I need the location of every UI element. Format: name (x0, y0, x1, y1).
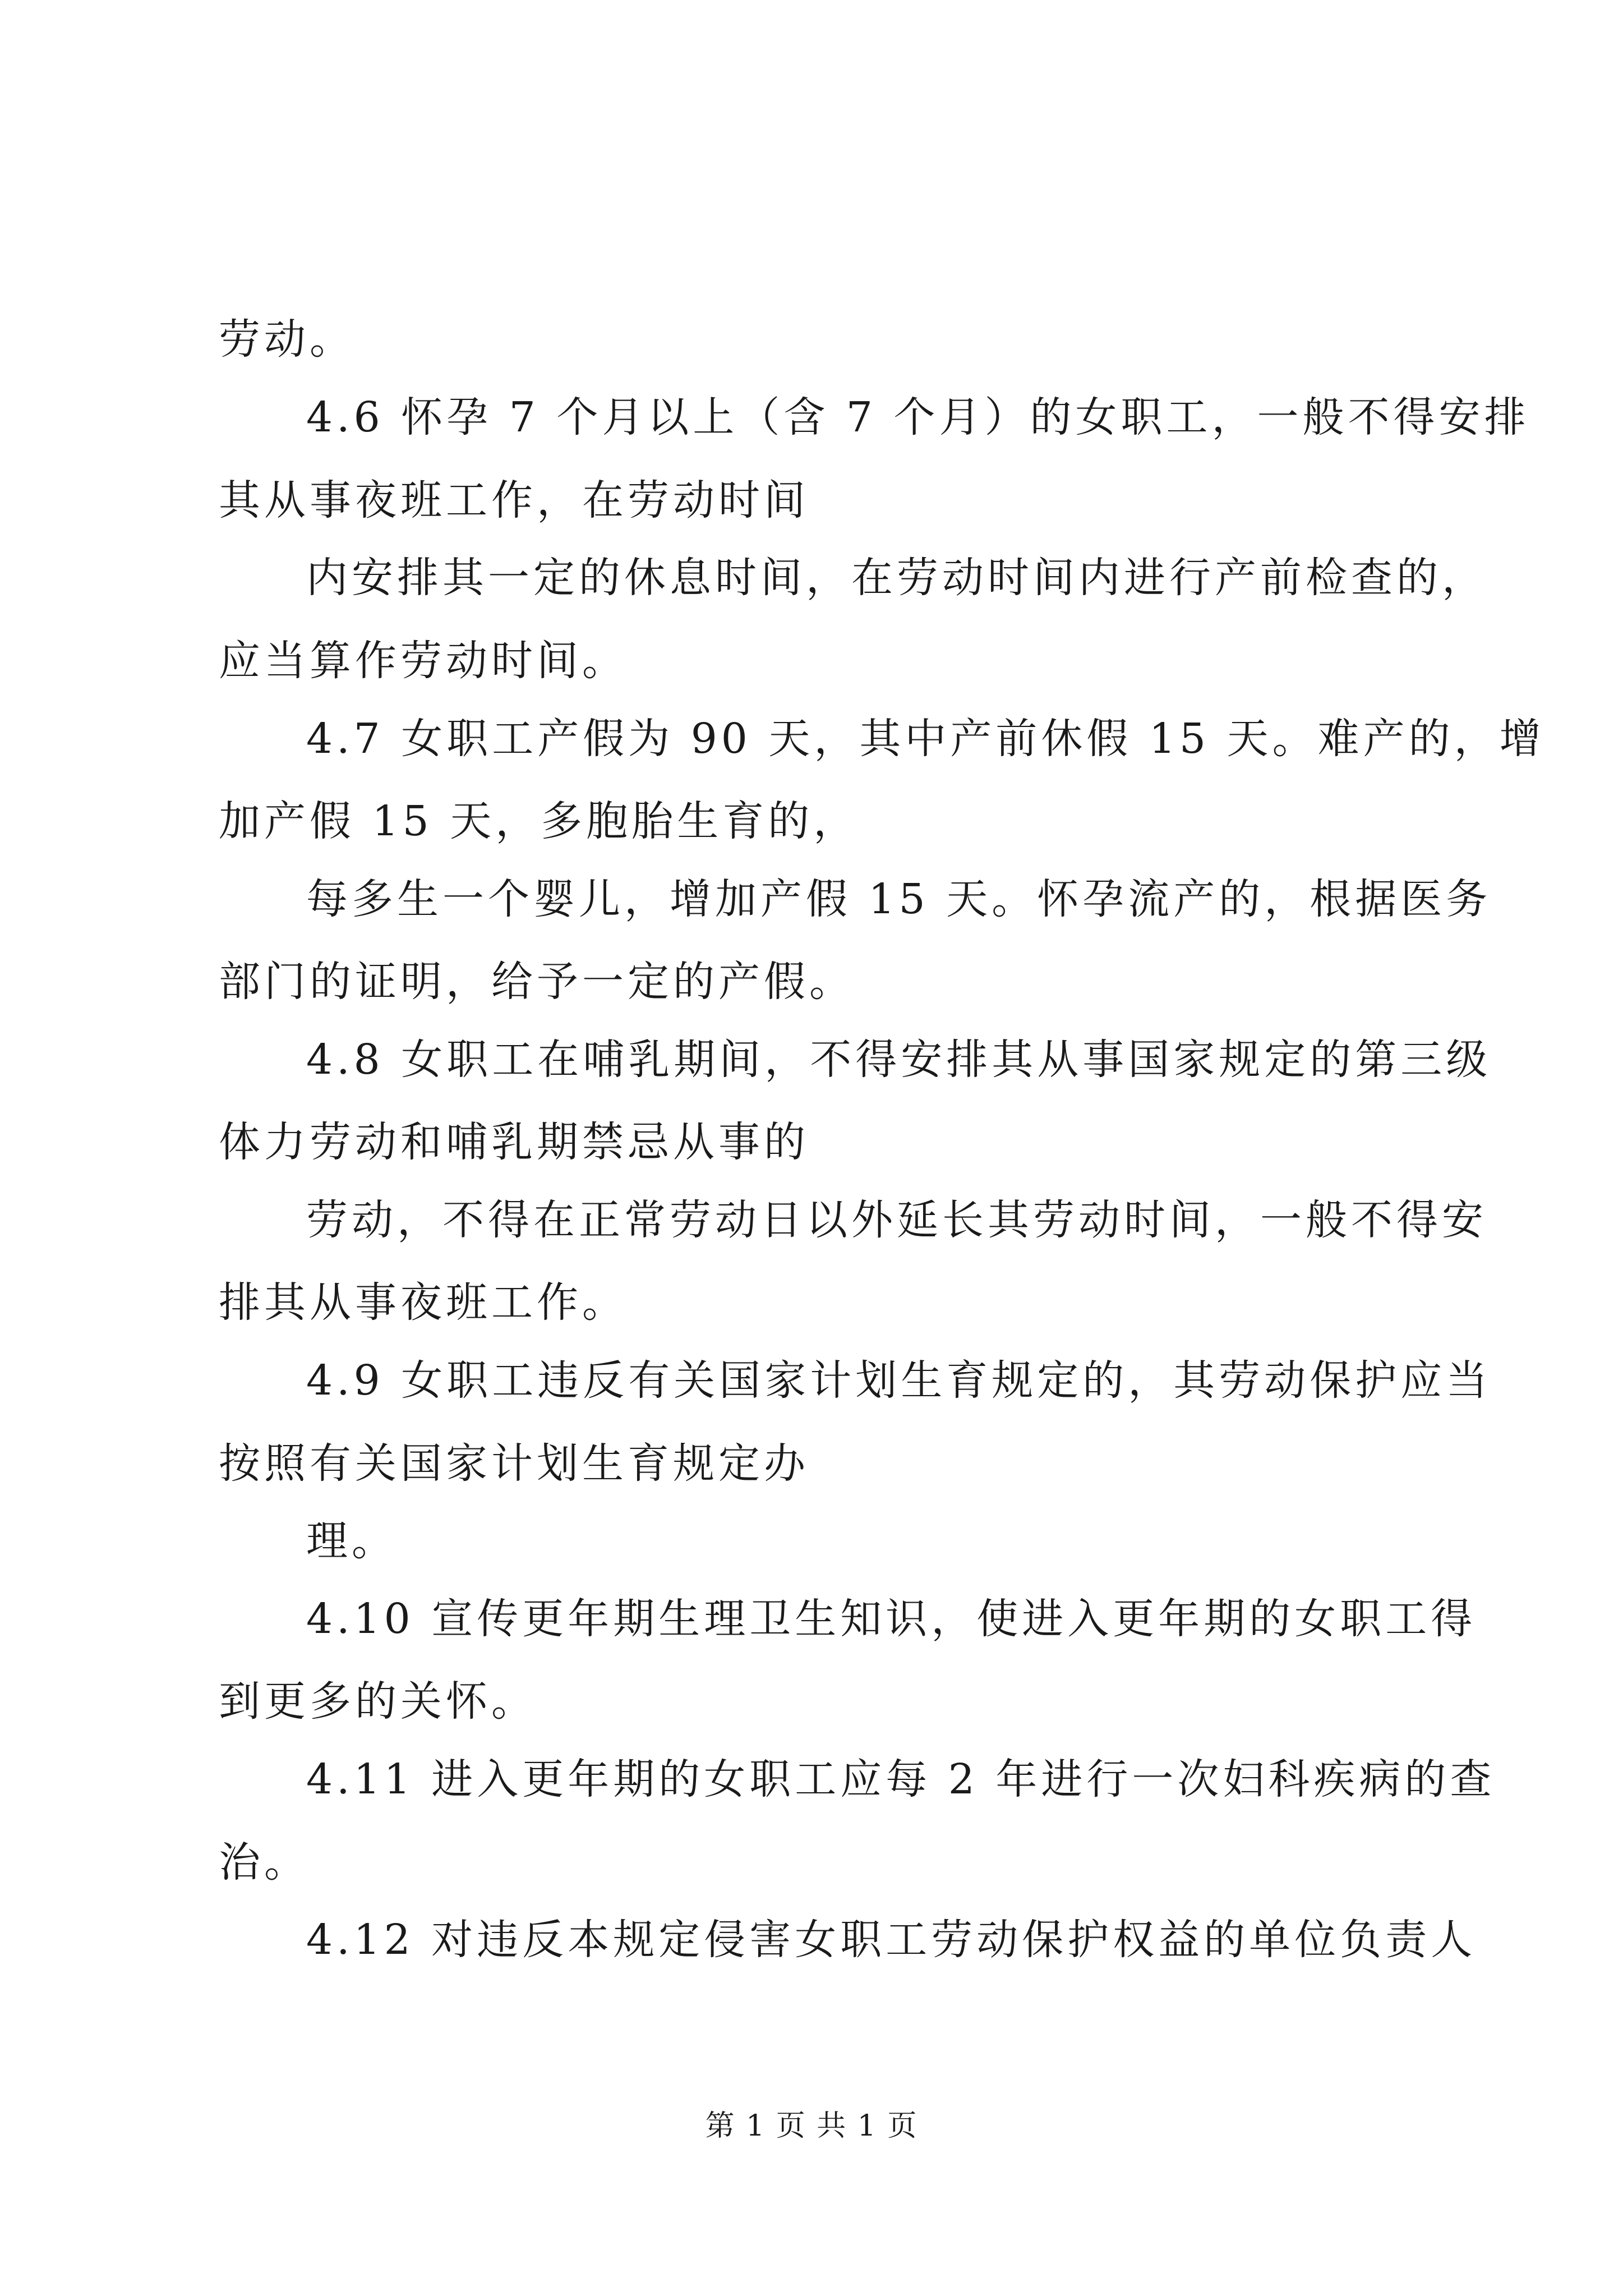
page-footer: 第 1 页 共 1 页 (705, 2109, 918, 2143)
text-line: 4.12 对违反本规定侵害女职工劳动保护权益的单位负责人 (306, 1916, 1477, 1964)
text-line: 4.6 怀孕 7 个月以上（含 7 个月）的女职工，一般不得安排 (306, 393, 1530, 441)
text-line: 应当算作劳动时间。 (219, 637, 628, 685)
text-line: 劳动。 (219, 315, 355, 364)
text-line: 治。 (219, 1838, 310, 1887)
text-line: 加产假 15 天，多胞胎生育的， (219, 797, 859, 845)
text-line: 按照有关国家计划生育规定办 (219, 1439, 809, 1488)
text-line: 部门的证明，给予一定的产假。 (219, 958, 855, 1006)
text-line: 4.10 宣传更年期生理卫生知识，使进入更年期的女职工得 (306, 1595, 1477, 1643)
text-line: 内安排其一定的休息时间，在劳动时间内进行产前检查的， (306, 554, 1487, 602)
text-line: 4.7 女职工产假为 90 天，其中产前休假 15 天。难产的，增 (306, 715, 1545, 763)
text-line: 排其从事夜班工作。 (219, 1278, 628, 1327)
text-line: 4.11 进入更年期的女职工应每 2 年进行一次妇科疾病的查 (306, 1755, 1496, 1803)
text-line: 到更多的关怀。 (219, 1677, 537, 1726)
text-line: 每多生一个婴儿，增加产假 15 天。怀孕流产的，根据医务 (306, 875, 1492, 923)
text-line: 其从事夜班工作，在劳动时间 (219, 476, 809, 524)
text-line: 理。 (306, 1517, 397, 1565)
text-line: 体力劳动和哺乳期禁忌从事的 (219, 1118, 809, 1166)
text-line: 4.9 女职工违反有关国家计划生育规定的，其劳动保护应当 (306, 1356, 1492, 1405)
text-line: 劳动，不得在正常劳动日以外延长其劳动时间，一般不得安 (306, 1196, 1487, 1244)
text-line: 4.8 女职工在哺乳期间，不得安排其从事国家规定的第三级 (306, 1036, 1492, 1084)
